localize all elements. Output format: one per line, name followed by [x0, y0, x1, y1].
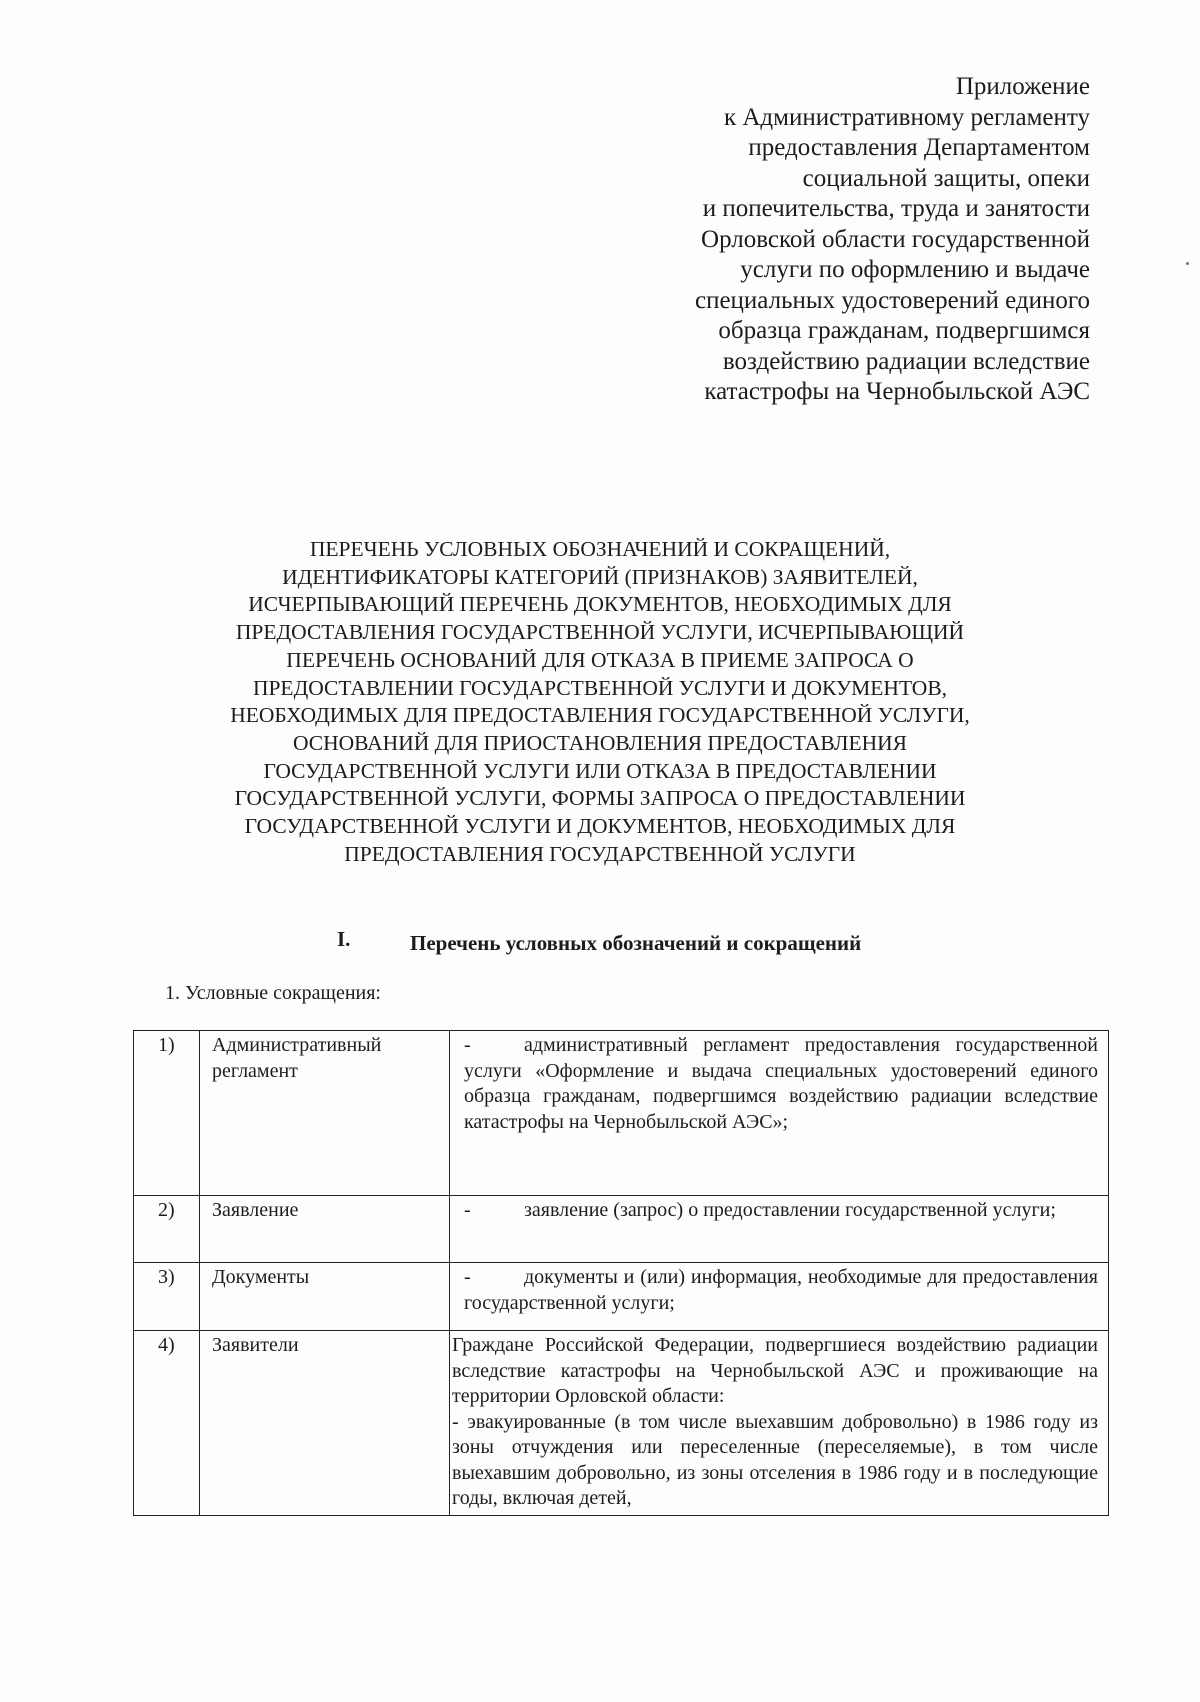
title-line: ПРЕДОСТАВЛЕНИЯ ГОСУДАРСТВЕННОЙ УСЛУГИ	[344, 841, 856, 866]
appendix-line: к Административному регламенту	[723, 103, 1090, 131]
abbreviations-table	[133, 1030, 1109, 1516]
title-line: НЕОБХОДИМЫХ ДЛЯ ПРЕДОСТАВЛЕНИЯ ГОСУДАРСТВЕННОЙ УСЛУГИ,	[230, 703, 970, 728]
row-term: Документы	[200, 1263, 450, 1331]
row-definition	[450, 1331, 1109, 1516]
row-term: Заявление	[200, 1196, 450, 1263]
dash-mark: -	[464, 1199, 471, 1221]
appendix-line: Орловской области государственной	[701, 225, 1090, 253]
title-line: ГОСУДАРСТВЕННОЙ УСЛУГИ И ДОКУМЕНТОВ, НЕОБХОДИМЫХ ДЛЯ	[244, 814, 956, 839]
row-number: 4)	[134, 1331, 200, 1516]
definition-text: Граждане Российской Федерации, подвергшиеся воздействию радиации вследствие катастрофы на Чернобыльской АЭС и проживающие на территории Орловской области:	[452, 1334, 1098, 1407]
row-definition	[450, 1196, 1109, 1263]
appendix-line: услуги по оформлению и выдаче	[740, 256, 1090, 283]
dash-mark: -	[464, 1266, 471, 1288]
definition-text: заявление (запрос) о предоставлении государственной услуги;	[524, 1199, 1056, 1221]
definition-continuation: - эвакуированные (в том числе выехавшим добровольно) в 1986 году из зоны отчуждения или переселенные (переселяемые), в том числе выехавшим добровольно, из зоны отселения в 1986 году и в последующие годы, включая детей,	[452, 1410, 1098, 1509]
title-line: ИДЕНТИФИКАТОРЫ КАТЕГОРИЙ (ПРИЗНАКОВ) ЗАЯВИТЕЛЕЙ,	[282, 564, 918, 589]
title-line: ОСНОВАНИЙ ДЛЯ ПРИОСТАНОВЛЕНИЯ ПРЕДОСТАВЛЕНИЯ	[292, 730, 908, 755]
appendix-line: образца гражданам, подвергшимся	[718, 317, 1090, 344]
table-row	[134, 1263, 1109, 1331]
appendix-line: воздействию радиации вследствие	[722, 347, 1090, 375]
appendix-line: социальной защиты, опеки	[802, 164, 1090, 192]
definition-text: документы и (или) информация, необходимые для предоставления государственной услуги;	[464, 1266, 1098, 1314]
appendix-line: предоставления Департаментом	[748, 134, 1090, 161]
table-row	[134, 1031, 1109, 1196]
title-line: ИСЧЕРПЫВАЮЩИЙ ПЕРЕЧЕНЬ ДОКУМЕНТОВ, НЕОБХОДИМЫХ ДЛЯ	[248, 592, 952, 617]
title-line: ПРЕДОСТАВЛЕНИЯ ГОСУДАРСТВЕННОЙ УСЛУГИ, ИСЧЕРПЫВАЮЩИЙ	[235, 620, 965, 645]
row-number: 1)	[134, 1031, 200, 1196]
appendix-line: специальных удостоверений единого	[694, 286, 1090, 314]
appendix-line: катастрофы на Чернобыльской АЭС	[704, 378, 1090, 405]
row-definition	[450, 1263, 1109, 1331]
appendix-line: Приложение	[955, 73, 1090, 100]
document-title	[180, 536, 1020, 868]
definition-text: административный регламент предоставления государственной услуги «Оформление и выдача специальных удостоверений единого образца гражданам, подвергшимся воздействию радиации вследствие катастрофы на Чернобыльской АЭС»;	[464, 1034, 1098, 1133]
row-number: 3)	[134, 1263, 200, 1331]
table-row	[134, 1196, 1109, 1263]
row-definition	[450, 1031, 1109, 1196]
appendix-line: и попечительства, труда и занятости	[702, 195, 1090, 222]
dash-mark: -	[464, 1034, 471, 1056]
section-title: Перечень условных обозначений и сокращений	[410, 931, 862, 955]
subheading: 1. Условные сокращения:	[165, 982, 381, 1004]
row-term: Административный регламент	[200, 1031, 450, 1196]
table-row	[134, 1331, 1109, 1516]
row-term: Заявители	[200, 1331, 450, 1516]
appendix-block	[570, 72, 1090, 408]
title-line: ПЕРЕЧЕНЬ УСЛОВНЫХ ОБОЗНАЧЕНИЙ И СОКРАЩЕНИЙ,	[309, 537, 891, 561]
scan-speck	[1186, 262, 1189, 265]
section-numeral: I.	[337, 927, 351, 951]
title-line: ПЕРЕЧЕНЬ ОСНОВАНИЙ ДЛЯ ОТКАЗА В ПРИЕМЕ ЗАПРОСА О	[286, 647, 914, 672]
title-line: ПРЕДОСТАВЛЕНИИ ГОСУДАРСТВЕННОЙ УСЛУГИ И ДОКУМЕНТОВ,	[252, 675, 948, 700]
row-number: 2)	[134, 1196, 200, 1263]
title-line: ГОСУДАРСТВЕННОЙ УСЛУГИ, ФОРМЫ ЗАПРОСА О ПРЕДОСТАВЛЕНИИ	[234, 786, 966, 811]
title-line: ГОСУДАРСТВЕННОЙ УСЛУГИ ИЛИ ОТКАЗА В ПРЕДОСТАВЛЕНИИ	[263, 758, 937, 783]
